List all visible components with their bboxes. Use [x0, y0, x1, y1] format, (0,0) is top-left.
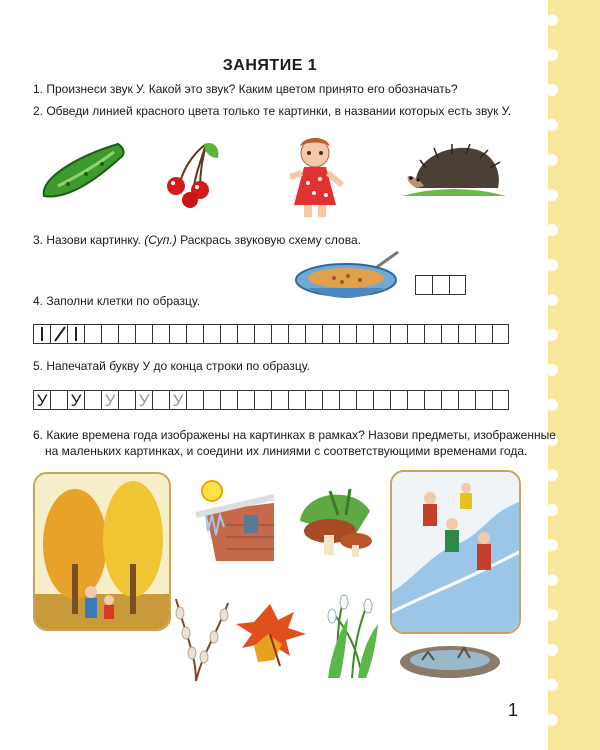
letter-cell-dotted: У — [101, 390, 118, 410]
task-5-text: 5. Напечатай букву У до конца строки по образцу. — [33, 359, 310, 373]
letter-cell[interactable] — [220, 390, 237, 410]
letter-cell[interactable] — [407, 390, 424, 410]
spring-stream-picture — [392, 472, 519, 632]
pattern-cell[interactable] — [305, 324, 322, 344]
letter-cell-sample: У — [33, 390, 50, 410]
pattern-cell[interactable] — [356, 324, 373, 344]
letter-cell-sample: У — [67, 390, 84, 410]
pattern-cell[interactable] — [492, 324, 509, 344]
letter-cell[interactable] — [322, 390, 339, 410]
pattern-cell[interactable] — [475, 324, 492, 344]
task-6-text-line2: на маленьких картинках, и соедини их линиями с соответствующими временами года. — [45, 444, 528, 458]
letter-cell[interactable] — [441, 390, 458, 410]
letter-cell[interactable] — [492, 390, 509, 410]
task-3-instruction: Раскрась звуковую схему слова. — [176, 233, 361, 247]
letter-cell[interactable] — [254, 390, 271, 410]
pattern-cell[interactable] — [373, 324, 390, 344]
pattern-cell[interactable] — [118, 324, 135, 344]
task-1-text: 1. Произнеси звук У. Какой это звук? Каким цветом принято его обозначать? — [33, 82, 458, 96]
cherries-picture[interactable] — [160, 138, 222, 208]
hedgehog-picture[interactable] — [402, 142, 506, 198]
letter-cell[interactable] — [50, 390, 67, 410]
letter-cell[interactable] — [458, 390, 475, 410]
letter-cell[interactable] — [339, 390, 356, 410]
puddle-picture[interactable] — [398, 638, 502, 682]
snowdrops-picture[interactable] — [318, 588, 386, 680]
pattern-cell[interactable] — [101, 324, 118, 344]
pattern-cell-sample — [50, 324, 67, 344]
pattern-cell[interactable] — [441, 324, 458, 344]
page-number: 1 — [508, 700, 519, 720]
pattern-cell[interactable] — [271, 324, 288, 344]
pattern-cell[interactable] — [458, 324, 475, 344]
mushrooms-picture[interactable] — [294, 481, 376, 561]
task-6-text-line1: 6. Какие времена года изображены на картинках в рамках? Назови предметы, изображенные — [33, 428, 556, 442]
pattern-cell[interactable] — [84, 324, 101, 344]
sound-box[interactable] — [449, 275, 466, 295]
letter-cell[interactable] — [356, 390, 373, 410]
pattern-cell[interactable] — [424, 324, 441, 344]
pattern-cell[interactable] — [169, 324, 186, 344]
task-3-hint: (Суп.) — [144, 233, 177, 247]
lesson-title: ЗАНЯТИЕ 1 — [222, 57, 318, 74]
pattern-cell[interactable] — [339, 324, 356, 344]
sound-box[interactable] — [415, 275, 432, 295]
cucumber-picture[interactable] — [38, 138, 126, 202]
pattern-cells-row — [33, 324, 509, 344]
pattern-cell[interactable] — [390, 324, 407, 344]
letter-cell[interactable] — [373, 390, 390, 410]
spring-frame[interactable] — [390, 470, 521, 634]
pattern-cell[interactable] — [220, 324, 237, 344]
sound-box[interactable] — [432, 275, 449, 295]
autumn-frame[interactable] — [33, 472, 171, 631]
pattern-cell[interactable] — [407, 324, 424, 344]
puzzle-edge — [538, 0, 564, 750]
doll-picture[interactable] — [282, 135, 348, 221]
letter-cell[interactable] — [118, 390, 135, 410]
pattern-cell[interactable] — [288, 324, 305, 344]
task-2-text: 2. Обведи линией красного цвета только те картинки, в названии которых есть звук У. — [33, 104, 512, 118]
pattern-cell[interactable] — [203, 324, 220, 344]
letter-cell[interactable] — [271, 390, 288, 410]
letter-cell[interactable] — [84, 390, 101, 410]
pattern-cell[interactable] — [322, 324, 339, 344]
pattern-cell[interactable] — [135, 324, 152, 344]
letter-cell-dotted: У — [135, 390, 152, 410]
autumn-leaves-picture[interactable] — [234, 594, 312, 668]
letter-cell[interactable] — [390, 390, 407, 410]
letter-cell[interactable] — [475, 390, 492, 410]
letter-cell[interactable] — [152, 390, 169, 410]
spring-icicles-picture[interactable] — [186, 475, 276, 561]
letter-cell[interactable] — [305, 390, 322, 410]
letter-cells-row — [33, 390, 509, 410]
pattern-cell-sample — [67, 324, 84, 344]
letter-cell[interactable] — [237, 390, 254, 410]
letter-cell[interactable] — [288, 390, 305, 410]
pattern-cell[interactable] — [237, 324, 254, 344]
pattern-cell[interactable] — [254, 324, 271, 344]
letter-cell[interactable] — [424, 390, 441, 410]
pattern-cell[interactable] — [186, 324, 203, 344]
task-4-text: 4. Заполни клетки по образцу. — [33, 294, 201, 308]
letter-cell[interactable] — [186, 390, 203, 410]
sound-scheme-boxes — [415, 275, 466, 295]
pattern-cell-sample — [33, 324, 50, 344]
pattern-cell[interactable] — [152, 324, 169, 344]
task-3-question: 3. Назови картинку. — [33, 233, 145, 247]
task-3-text — [33, 233, 361, 247]
letter-cell-dotted: У — [169, 390, 186, 410]
soup-bowl-picture[interactable] — [294, 250, 402, 306]
pussy-willow-picture[interactable] — [166, 595, 236, 683]
autumn-trees-picture — [35, 474, 169, 629]
letter-cell[interactable] — [203, 390, 220, 410]
